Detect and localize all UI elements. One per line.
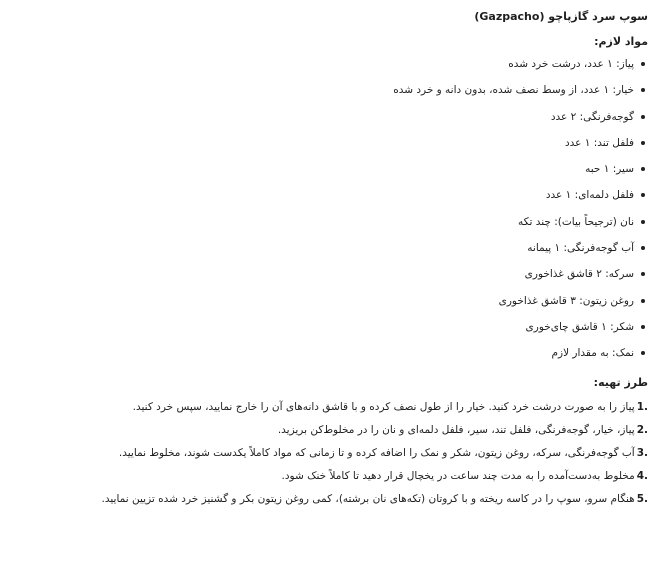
ingredients-list [8,57,648,360]
step-item [8,467,648,486]
step-number: 4. [636,470,648,483]
ingredient-item: خیار: ۱ عدد، از وسط نصف شده، بدون دانه و خرد شده [8,83,634,97]
step-item [8,444,648,463]
ingredient-item: سیر: ۱ حبه [8,162,634,176]
ingredient-item: شکر: ۱ قاشق چای‌خوری [8,320,634,334]
step-number: 3. [636,447,648,460]
method-heading: طرز تهیه: [593,376,648,390]
steps-list [8,398,648,509]
ingredient-item: پیاز: ۱ عدد، درشت خرد شده [8,57,634,71]
step-item [8,490,648,509]
step-number: 1. [636,401,648,414]
ingredient-item: آب گوجه‌فرنگی: ۱ پیمانه [8,241,634,255]
step-text: هنگام سرو، سوپ را در کاسه ریخته و با کروتان (تکه‌های نان برشته)، کمی روغن زیتون بکر و گشنیز خرد شده تزیین نمایید. [101,493,635,506]
step-number: 2. [636,424,648,437]
ingredients-heading: مواد لازم: [594,35,648,48]
recipe-title: سوپ سرد گازپاچو (Gazpacho) [474,10,648,23]
step-item [8,398,648,417]
ingredient-item: روغن زیتون: ۳ قاشق غذاخوری [8,294,634,308]
step-number: 5. [636,493,648,506]
ingredient-item: نمک: به مقدار لازم [8,346,634,360]
ingredient-item: سرکه: ۲ قاشق غذاخوری [8,267,634,281]
ingredient-item: فلفل تند: ۱ عدد [8,136,634,150]
ingredient-item: گوجه‌فرنگی: ۲ عدد [8,110,634,124]
step-item [8,421,648,440]
ingredient-item: نان (ترجیحاً بیات): چند تکه [8,215,634,229]
step-text: مخلوط به‌دست‌آمده را به مدت چند ساعت در یخچال قرار دهید تا کاملاً خنک شود. [281,470,635,483]
step-text: پیاز را به صورت درشت خرد کنید. خیار را از طول نصف کرده و با قاشق دانه‌های آن را خارج نمایید، سپس خرد کنید. [132,401,635,414]
step-text: پیاز، خیار، گوجه‌فرنگی، فلفل تند، سیر، فلفل دلمه‌ای و نان را در مخلوط‌کن بریزید. [277,424,635,437]
step-text: آب گوجه‌فرنگی، سرکه، روغن زیتون، شکر و نمک را اضافه کرده و تا زمانی که مواد کاملاً یکدست شوند، مخلوط نمایید. [118,447,635,460]
ingredient-item: فلفل دلمه‌ای: ۱ عدد [8,188,634,202]
